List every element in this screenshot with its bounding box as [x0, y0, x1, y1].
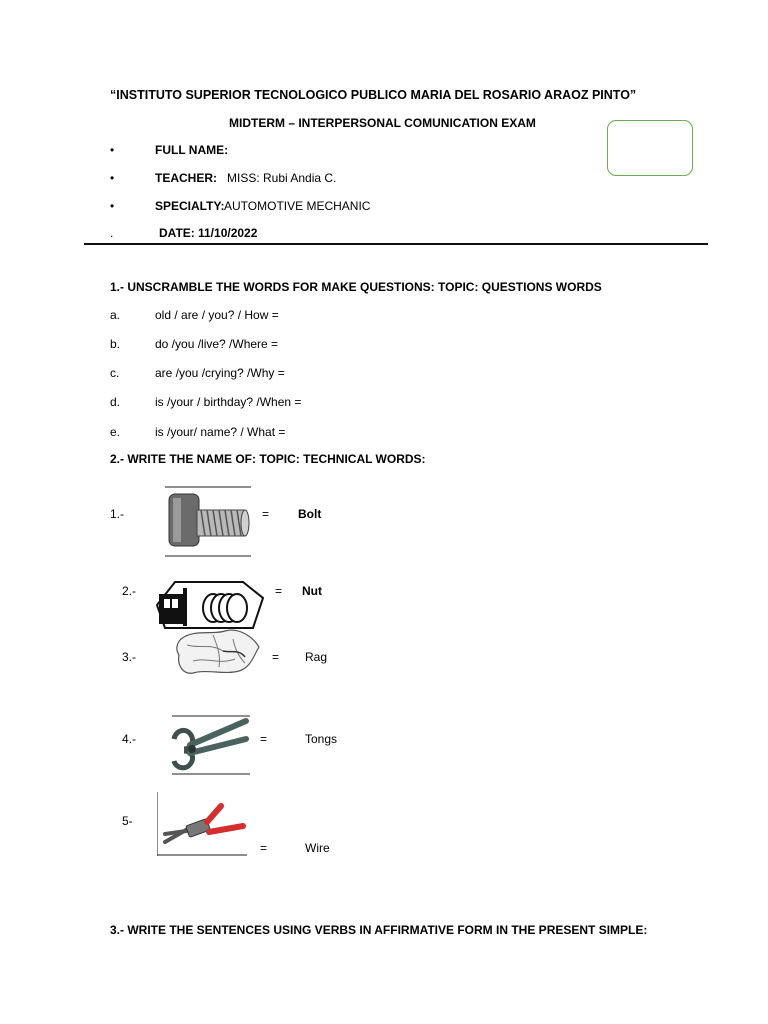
item-number: 4.-: [122, 732, 137, 746]
grade-box: [607, 120, 693, 176]
tongs-icon: [170, 715, 250, 775]
wire-cutter-icon: [157, 792, 247, 856]
institute-title: “INSTITUTO SUPERIOR TECNOLOGICO PUBLICO MARIA DEL ROSARIO ARAOZ PINTO”: [110, 88, 637, 102]
item-number: 2.-: [122, 584, 137, 598]
question-letter: a.: [110, 308, 121, 322]
question-text: do /you /live? /Where =: [155, 337, 279, 351]
equals-sign: =: [260, 732, 268, 746]
question-text: are /you /crying? /Why =: [155, 366, 285, 380]
answer-label: Nut: [302, 584, 322, 598]
teacher-label: TEACHER:: [155, 171, 217, 185]
equals-sign: =: [262, 507, 270, 521]
question-letter: c.: [110, 366, 120, 380]
section3-title: 3.- WRITE THE SENTENCES USING VERBS IN AFFIRMATIVE FORM IN THE PRESENT SIMPLE:: [110, 923, 648, 937]
bullet: •: [110, 171, 115, 185]
answer-label: Rag: [305, 650, 328, 664]
bullet: •: [110, 143, 115, 157]
item-number: 3.-: [122, 650, 137, 664]
date-label: DATE:: [159, 226, 195, 240]
full-name-label: FULL NAME:: [155, 143, 229, 157]
item-number: 1.-: [110, 507, 125, 521]
answer-label: Bolt: [298, 507, 322, 521]
question-letter: d.: [110, 395, 121, 409]
specialty-value: AUTOMOTIVE MECHANIC: [224, 199, 371, 213]
question-text: is /your/ name? / What =: [155, 425, 286, 439]
teacher-value: MISS: Rubi Andia C.: [227, 171, 337, 185]
question-letter: b.: [110, 337, 121, 351]
question-text: old / are / you? / How =: [155, 308, 279, 322]
equals-sign: =: [272, 650, 280, 664]
bolt-icon: [165, 486, 251, 558]
item-number: 5-: [122, 814, 133, 828]
answer-label: Tongs: [305, 732, 338, 746]
date-marker: .: [110, 226, 114, 240]
exam-title: MIDTERM – INTERPERSONAL COMUNICATION EXAM: [229, 116, 536, 130]
question-letter: e.: [110, 425, 121, 439]
nut-icon: [155, 578, 265, 632]
header-divider: [84, 243, 708, 245]
section1-title: 1.- UNSCRAMBLE THE WORDS FOR MAKE QUESTIONS: TOPIC: QUESTIONS WORDS: [110, 280, 602, 294]
bullet: •: [110, 199, 115, 213]
equals-sign: =: [260, 841, 268, 855]
section2-title: 2.- WRITE THE NAME OF: TOPIC: TECHNICAL WORDS:: [110, 452, 426, 466]
date-value: 11/10/2022: [198, 226, 258, 240]
question-text: is /your / birthday? /When =: [155, 395, 302, 409]
answer-label: Wire: [305, 841, 330, 855]
specialty-label: SPECIALTY:: [155, 199, 225, 213]
rag-icon: [173, 627, 263, 677]
equals-sign: =: [275, 584, 283, 598]
